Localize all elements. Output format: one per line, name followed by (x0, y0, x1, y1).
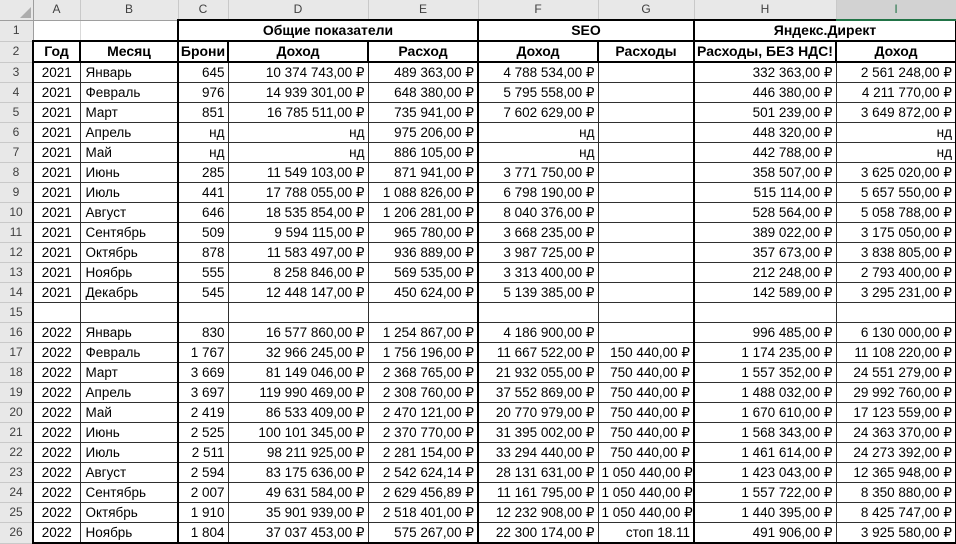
cell-C15[interactable] (178, 303, 228, 323)
cell-G3[interactable] (598, 62, 694, 83)
field-header-E2[interactable]: Расход (368, 41, 478, 62)
cell-I15[interactable] (836, 303, 956, 323)
cell-E11[interactable]: 965 780,00 ₽ (368, 223, 478, 243)
cell-E24[interactable]: 2 629 456,89 ₽ (368, 483, 478, 503)
row-header-15[interactable]: 15 (0, 303, 33, 323)
cell-B24[interactable]: Сентябрь (80, 483, 178, 503)
cell-E20[interactable]: 2 470 121,00 ₽ (368, 403, 478, 423)
row-header-14[interactable]: 14 (0, 283, 33, 303)
row-header-1[interactable]: 1 (0, 20, 33, 41)
cell-H14[interactable]: 142 589,00 ₽ (694, 283, 836, 303)
cell-F4[interactable]: 5 795 558,00 ₽ (478, 83, 598, 103)
cell-F10[interactable]: 8 040 376,00 ₽ (478, 203, 598, 223)
row-header-6[interactable]: 6 (0, 123, 33, 143)
cell-F24[interactable]: 11 161 795,00 ₽ (478, 483, 598, 503)
cell-A21[interactable]: 2022 (33, 423, 80, 443)
cell-D9[interactable]: 17 788 055,00 ₽ (228, 183, 368, 203)
row-header-11[interactable]: 11 (0, 223, 33, 243)
cell-I20[interactable]: 17 123 559,00 ₽ (836, 403, 956, 423)
cell-A24[interactable]: 2022 (33, 483, 80, 503)
cell-C3[interactable]: 645 (178, 62, 228, 83)
cell-A19[interactable]: 2022 (33, 383, 80, 403)
cell-D23[interactable]: 83 175 636,00 ₽ (228, 463, 368, 483)
cell-D18[interactable]: 81 149 046,00 ₽ (228, 363, 368, 383)
row-header-13[interactable]: 13 (0, 263, 33, 283)
cell-C5[interactable]: 851 (178, 103, 228, 123)
cell-C11[interactable]: 509 (178, 223, 228, 243)
cell-D17[interactable]: 32 966 245,00 ₽ (228, 343, 368, 363)
cell-I9[interactable]: 5 657 550,00 ₽ (836, 183, 956, 203)
cell-C13[interactable]: 555 (178, 263, 228, 283)
cell-D20[interactable]: 86 533 409,00 ₽ (228, 403, 368, 423)
cell-H25[interactable]: 1 440 395,00 ₽ (694, 503, 836, 523)
row-header-18[interactable]: 18 (0, 363, 33, 383)
cell-C7[interactable]: нд (178, 143, 228, 163)
row-header-23[interactable]: 23 (0, 463, 33, 483)
cell-H19[interactable]: 1 488 032,00 ₽ (694, 383, 836, 403)
cell-C24[interactable]: 2 007 (178, 483, 228, 503)
field-header-F2[interactable]: Доход (478, 41, 598, 62)
cell-E5[interactable]: 735 941,00 ₽ (368, 103, 478, 123)
cell-B14[interactable]: Декабрь (80, 283, 178, 303)
field-header-D2[interactable]: Доход (228, 41, 368, 62)
row-header-9[interactable]: 9 (0, 183, 33, 203)
cell-F20[interactable]: 20 770 979,00 ₽ (478, 403, 598, 423)
cell-A18[interactable]: 2022 (33, 363, 80, 383)
field-header-I2[interactable]: Доход (836, 41, 956, 62)
cell-B26[interactable]: Ноябрь (80, 523, 178, 544)
cell-H11[interactable]: 389 022,00 ₽ (694, 223, 836, 243)
cell-A9[interactable]: 2021 (33, 183, 80, 203)
cell-F15[interactable] (478, 303, 598, 323)
cell-F8[interactable]: 3 771 750,00 ₽ (478, 163, 598, 183)
cell-I21[interactable]: 24 363 370,00 ₽ (836, 423, 956, 443)
cell-E25[interactable]: 2 518 401,00 ₽ (368, 503, 478, 523)
cell-B6[interactable]: Апрель (80, 123, 178, 143)
cell-C6[interactable]: нд (178, 123, 228, 143)
row-header-8[interactable]: 8 (0, 163, 33, 183)
cell-D13[interactable]: 8 258 846,00 ₽ (228, 263, 368, 283)
cell-B8[interactable]: Июнь (80, 163, 178, 183)
cell-A11[interactable]: 2021 (33, 223, 80, 243)
cell-E3[interactable]: 489 363,00 ₽ (368, 62, 478, 83)
cell-I16[interactable]: 6 130 000,00 ₽ (836, 323, 956, 343)
cell-F13[interactable]: 3 313 400,00 ₽ (478, 263, 598, 283)
cell-A20[interactable]: 2022 (33, 403, 80, 423)
group-header-H:I[interactable]: Яндекс.Директ (694, 20, 956, 41)
cell-D7[interactable]: нд (228, 143, 368, 163)
cell-B9[interactable]: Июль (80, 183, 178, 203)
cell-H17[interactable]: 1 174 235,00 ₽ (694, 343, 836, 363)
cell-I8[interactable]: 3 625 020,00 ₽ (836, 163, 956, 183)
cell-A8[interactable]: 2021 (33, 163, 80, 183)
cell-G12[interactable] (598, 243, 694, 263)
cell-C9[interactable]: 441 (178, 183, 228, 203)
cell-I3[interactable]: 2 561 248,00 ₽ (836, 62, 956, 83)
cell-G25[interactable]: 1 050 440,00 ₽ (598, 503, 694, 523)
column-header-H[interactable]: H (694, 0, 836, 20)
cell-C8[interactable]: 285 (178, 163, 228, 183)
cell-C4[interactable]: 976 (178, 83, 228, 103)
cell-I24[interactable]: 8 350 880,00 ₽ (836, 483, 956, 503)
cell-B22[interactable]: Июль (80, 443, 178, 463)
cell-C10[interactable]: 646 (178, 203, 228, 223)
cell-G8[interactable] (598, 163, 694, 183)
cell-G5[interactable] (598, 103, 694, 123)
cell-I11[interactable]: 3 175 050,00 ₽ (836, 223, 956, 243)
cell-E19[interactable]: 2 308 760,00 ₽ (368, 383, 478, 403)
cell-F25[interactable]: 12 232 908,00 ₽ (478, 503, 598, 523)
cell-D14[interactable]: 12 448 147,00 ₽ (228, 283, 368, 303)
cell-D11[interactable]: 9 594 115,00 ₽ (228, 223, 368, 243)
cell-C14[interactable]: 545 (178, 283, 228, 303)
row-header-20[interactable]: 20 (0, 403, 33, 423)
cell-C23[interactable]: 2 594 (178, 463, 228, 483)
cell-D16[interactable]: 16 577 860,00 ₽ (228, 323, 368, 343)
cell-I22[interactable]: 24 273 392,00 ₽ (836, 443, 956, 463)
cell-G24[interactable]: 1 050 440,00 ₽ (598, 483, 694, 503)
cell-G4[interactable] (598, 83, 694, 103)
cell-E17[interactable]: 1 756 196,00 ₽ (368, 343, 478, 363)
cell-F7[interactable]: нд (478, 143, 598, 163)
cell-B12[interactable]: Октябрь (80, 243, 178, 263)
cell-H26[interactable]: 491 906,00 ₽ (694, 523, 836, 544)
cell-A22[interactable]: 2022 (33, 443, 80, 463)
cell-B16[interactable]: Январь (80, 323, 178, 343)
cell-H8[interactable]: 358 507,00 ₽ (694, 163, 836, 183)
cell-I25[interactable]: 8 425 747,00 ₽ (836, 503, 956, 523)
cell-E10[interactable]: 1 206 281,00 ₽ (368, 203, 478, 223)
cell-I6[interactable]: нд (836, 123, 956, 143)
row-header-4[interactable]: 4 (0, 83, 33, 103)
row-header-2[interactable]: 2 (0, 41, 33, 62)
cell-D8[interactable]: 11 549 103,00 ₽ (228, 163, 368, 183)
cell-A12[interactable]: 2021 (33, 243, 80, 263)
cell-D25[interactable]: 35 901 939,00 ₽ (228, 503, 368, 523)
cell-B13[interactable]: Ноябрь (80, 263, 178, 283)
row-header-5[interactable]: 5 (0, 103, 33, 123)
cell-C21[interactable]: 2 525 (178, 423, 228, 443)
cell-B20[interactable]: Май (80, 403, 178, 423)
cell-H13[interactable]: 212 248,00 ₽ (694, 263, 836, 283)
cell-B19[interactable]: Апрель (80, 383, 178, 403)
cell-D15[interactable] (228, 303, 368, 323)
cell-E18[interactable]: 2 368 765,00 ₽ (368, 363, 478, 383)
cell-E23[interactable]: 2 542 624,14 ₽ (368, 463, 478, 483)
cell-C16[interactable]: 830 (178, 323, 228, 343)
cell-I17[interactable]: 11 108 220,00 ₽ (836, 343, 956, 363)
cell-I4[interactable]: 4 211 770,00 ₽ (836, 83, 956, 103)
cell-H15[interactable] (694, 303, 836, 323)
column-header-D[interactable]: D (228, 0, 368, 20)
cell-I19[interactable]: 29 992 760,00 ₽ (836, 383, 956, 403)
cell-B4[interactable]: Февраль (80, 83, 178, 103)
cell-A15[interactable] (33, 303, 80, 323)
cell-H21[interactable]: 1 568 343,00 ₽ (694, 423, 836, 443)
cell-I26[interactable]: 3 925 580,00 ₽ (836, 523, 956, 544)
cell-I5[interactable]: 3 649 872,00 ₽ (836, 103, 956, 123)
cell-G23[interactable]: 1 050 440,00 ₽ (598, 463, 694, 483)
cell-F17[interactable]: 11 667 522,00 ₽ (478, 343, 598, 363)
cell-A3[interactable]: 2021 (33, 62, 80, 83)
field-header-G2[interactable]: Расходы (598, 41, 694, 62)
cell-A6[interactable]: 2021 (33, 123, 80, 143)
cell-E4[interactable]: 648 380,00 ₽ (368, 83, 478, 103)
cell-D5[interactable]: 16 785 511,00 ₽ (228, 103, 368, 123)
cell-E22[interactable]: 2 281 154,00 ₽ (368, 443, 478, 463)
field-header-H2[interactable]: Расходы, БЕЗ НДС! (694, 41, 836, 62)
cell-I7[interactable]: нд (836, 143, 956, 163)
cell-F21[interactable]: 31 395 002,00 ₽ (478, 423, 598, 443)
cell-A13[interactable]: 2021 (33, 263, 80, 283)
cell-I18[interactable]: 24 551 279,00 ₽ (836, 363, 956, 383)
cell-F18[interactable]: 21 932 055,00 ₽ (478, 363, 598, 383)
cell-H24[interactable]: 1 557 722,00 ₽ (694, 483, 836, 503)
cell-H4[interactable]: 446 380,00 ₽ (694, 83, 836, 103)
cell-D22[interactable]: 98 211 925,00 ₽ (228, 443, 368, 463)
cell-A16[interactable]: 2022 (33, 323, 80, 343)
cell-G13[interactable] (598, 263, 694, 283)
row-header-22[interactable]: 22 (0, 443, 33, 463)
cell-B23[interactable]: Август (80, 463, 178, 483)
cell-F26[interactable]: 22 300 174,00 ₽ (478, 523, 598, 544)
row-header-26[interactable]: 26 (0, 523, 33, 544)
cell-E6[interactable]: 975 206,00 ₽ (368, 123, 478, 143)
cell-H6[interactable]: 448 320,00 ₽ (694, 123, 836, 143)
column-header-F[interactable]: F (478, 0, 598, 20)
cell-E12[interactable]: 936 889,00 ₽ (368, 243, 478, 263)
group-header-F:G[interactable]: SEO (478, 20, 694, 41)
column-header-C[interactable]: C (178, 0, 228, 20)
cell-F11[interactable]: 3 668 235,00 ₽ (478, 223, 598, 243)
row-header-10[interactable]: 10 (0, 203, 33, 223)
cell-F3[interactable]: 4 788 534,00 ₽ (478, 62, 598, 83)
cell-G7[interactable] (598, 143, 694, 163)
cell-B3[interactable]: Январь (80, 62, 178, 83)
cell-G17[interactable]: 150 440,00 ₽ (598, 343, 694, 363)
cell-D21[interactable]: 100 101 345,00 ₽ (228, 423, 368, 443)
cell-A7[interactable]: 2021 (33, 143, 80, 163)
cell-B7[interactable]: Май (80, 143, 178, 163)
cell-D3[interactable]: 10 374 743,00 ₽ (228, 62, 368, 83)
cell-D10[interactable]: 18 535 854,00 ₽ (228, 203, 368, 223)
cell-C17[interactable]: 1 767 (178, 343, 228, 363)
cell-F6[interactable]: нд (478, 123, 598, 143)
cell-H16[interactable]: 996 485,00 ₽ (694, 323, 836, 343)
cell-I13[interactable]: 2 793 400,00 ₽ (836, 263, 956, 283)
cell-B1[interactable] (80, 20, 178, 41)
cell-H10[interactable]: 528 564,00 ₽ (694, 203, 836, 223)
cell-C25[interactable]: 1 910 (178, 503, 228, 523)
field-header-C2[interactable]: Брони (178, 41, 228, 62)
cell-B11[interactable]: Сентябрь (80, 223, 178, 243)
cell-I12[interactable]: 3 838 805,00 ₽ (836, 243, 956, 263)
column-header-B[interactable]: B (80, 0, 178, 20)
cell-E21[interactable]: 2 370 770,00 ₽ (368, 423, 478, 443)
cell-D26[interactable]: 37 037 453,00 ₽ (228, 523, 368, 544)
cell-F14[interactable]: 5 139 385,00 ₽ (478, 283, 598, 303)
cell-H23[interactable]: 1 423 043,00 ₽ (694, 463, 836, 483)
row-header-7[interactable]: 7 (0, 143, 33, 163)
cell-A1[interactable] (33, 20, 80, 41)
cell-A26[interactable]: 2022 (33, 523, 80, 544)
row-header-16[interactable]: 16 (0, 323, 33, 343)
cell-A25[interactable]: 2022 (33, 503, 80, 523)
cell-D4[interactable]: 14 939 301,00 ₽ (228, 83, 368, 103)
cell-H18[interactable]: 1 557 352,00 ₽ (694, 363, 836, 383)
column-header-G[interactable]: G (598, 0, 694, 20)
cell-D24[interactable]: 49 631 584,00 ₽ (228, 483, 368, 503)
column-header-E[interactable]: E (368, 0, 478, 20)
cell-C12[interactable]: 878 (178, 243, 228, 263)
cell-C20[interactable]: 2 419 (178, 403, 228, 423)
cell-G22[interactable]: 750 440,00 ₽ (598, 443, 694, 463)
cell-C22[interactable]: 2 511 (178, 443, 228, 463)
cell-I23[interactable]: 12 365 948,00 ₽ (836, 463, 956, 483)
cell-A4[interactable]: 2021 (33, 83, 80, 103)
cell-B5[interactable]: Март (80, 103, 178, 123)
cell-G19[interactable]: 750 440,00 ₽ (598, 383, 694, 403)
cell-G9[interactable] (598, 183, 694, 203)
cell-F22[interactable]: 33 294 440,00 ₽ (478, 443, 598, 463)
cell-H3[interactable]: 332 363,00 ₽ (694, 62, 836, 83)
cell-B25[interactable]: Октябрь (80, 503, 178, 523)
cell-A5[interactable]: 2021 (33, 103, 80, 123)
column-header-A[interactable]: A (33, 0, 80, 20)
cell-E26[interactable]: 575 267,00 ₽ (368, 523, 478, 544)
cell-A10[interactable]: 2021 (33, 203, 80, 223)
cell-E14[interactable]: 450 624,00 ₽ (368, 283, 478, 303)
cell-G18[interactable]: 750 440,00 ₽ (598, 363, 694, 383)
cell-E9[interactable]: 1 088 826,00 ₽ (368, 183, 478, 203)
field-header-B2[interactable]: Месяц (80, 41, 178, 62)
cell-F5[interactable]: 7 602 629,00 ₽ (478, 103, 598, 123)
cell-C18[interactable]: 3 669 (178, 363, 228, 383)
cell-A17[interactable]: 2022 (33, 343, 80, 363)
cell-H7[interactable]: 442 788,00 ₽ (694, 143, 836, 163)
cell-D6[interactable]: нд (228, 123, 368, 143)
cell-E13[interactable]: 569 535,00 ₽ (368, 263, 478, 283)
cell-G20[interactable]: 750 440,00 ₽ (598, 403, 694, 423)
cell-C19[interactable]: 3 697 (178, 383, 228, 403)
cell-G16[interactable] (598, 323, 694, 343)
cell-G14[interactable] (598, 283, 694, 303)
cell-B18[interactable]: Март (80, 363, 178, 383)
column-header-I[interactable]: I (836, 0, 956, 20)
cell-G21[interactable]: 750 440,00 ₽ (598, 423, 694, 443)
cell-G10[interactable] (598, 203, 694, 223)
cell-G6[interactable] (598, 123, 694, 143)
row-header-12[interactable]: 12 (0, 243, 33, 263)
row-header-3[interactable]: 3 (0, 62, 33, 83)
cell-A14[interactable]: 2021 (33, 283, 80, 303)
cell-F23[interactable]: 28 131 631,00 ₽ (478, 463, 598, 483)
row-header-25[interactable]: 25 (0, 503, 33, 523)
cell-H5[interactable]: 501 239,00 ₽ (694, 103, 836, 123)
cell-E15[interactable] (368, 303, 478, 323)
cell-F9[interactable]: 6 798 190,00 ₽ (478, 183, 598, 203)
group-header-C:E[interactable]: Общие показатели (178, 20, 478, 41)
cell-I14[interactable]: 3 295 231,00 ₽ (836, 283, 956, 303)
cell-G15[interactable] (598, 303, 694, 323)
cell-D19[interactable]: 119 990 469,00 ₽ (228, 383, 368, 403)
cell-B21[interactable]: Июнь (80, 423, 178, 443)
cell-B17[interactable]: Февраль (80, 343, 178, 363)
cell-I10[interactable]: 5 058 788,00 ₽ (836, 203, 956, 223)
cell-G26[interactable]: стоп 18.11 (598, 523, 694, 544)
cell-H9[interactable]: 515 114,00 ₽ (694, 183, 836, 203)
cell-F19[interactable]: 37 552 869,00 ₽ (478, 383, 598, 403)
select-all-corner[interactable] (0, 0, 33, 20)
field-header-A2[interactable]: Год (33, 41, 80, 62)
cell-H22[interactable]: 1 461 614,00 ₽ (694, 443, 836, 463)
cell-H12[interactable]: 357 673,00 ₽ (694, 243, 836, 263)
cell-B10[interactable]: Август (80, 203, 178, 223)
cell-A23[interactable]: 2022 (33, 463, 80, 483)
cell-F16[interactable]: 4 186 900,00 ₽ (478, 323, 598, 343)
row-header-17[interactable]: 17 (0, 343, 33, 363)
cell-G11[interactable] (598, 223, 694, 243)
cell-E8[interactable]: 871 941,00 ₽ (368, 163, 478, 183)
cell-E7[interactable]: 886 105,00 ₽ (368, 143, 478, 163)
cell-E16[interactable]: 1 254 867,00 ₽ (368, 323, 478, 343)
cell-C26[interactable]: 1 804 (178, 523, 228, 544)
cell-F12[interactable]: 3 987 725,00 ₽ (478, 243, 598, 263)
cell-D12[interactable]: 11 583 497,00 ₽ (228, 243, 368, 263)
row-header-21[interactable]: 21 (0, 423, 33, 443)
row-header-19[interactable]: 19 (0, 383, 33, 403)
row-header-24[interactable]: 24 (0, 483, 33, 503)
cell-H20[interactable]: 1 670 610,00 ₽ (694, 403, 836, 423)
cell-B15[interactable] (80, 303, 178, 323)
